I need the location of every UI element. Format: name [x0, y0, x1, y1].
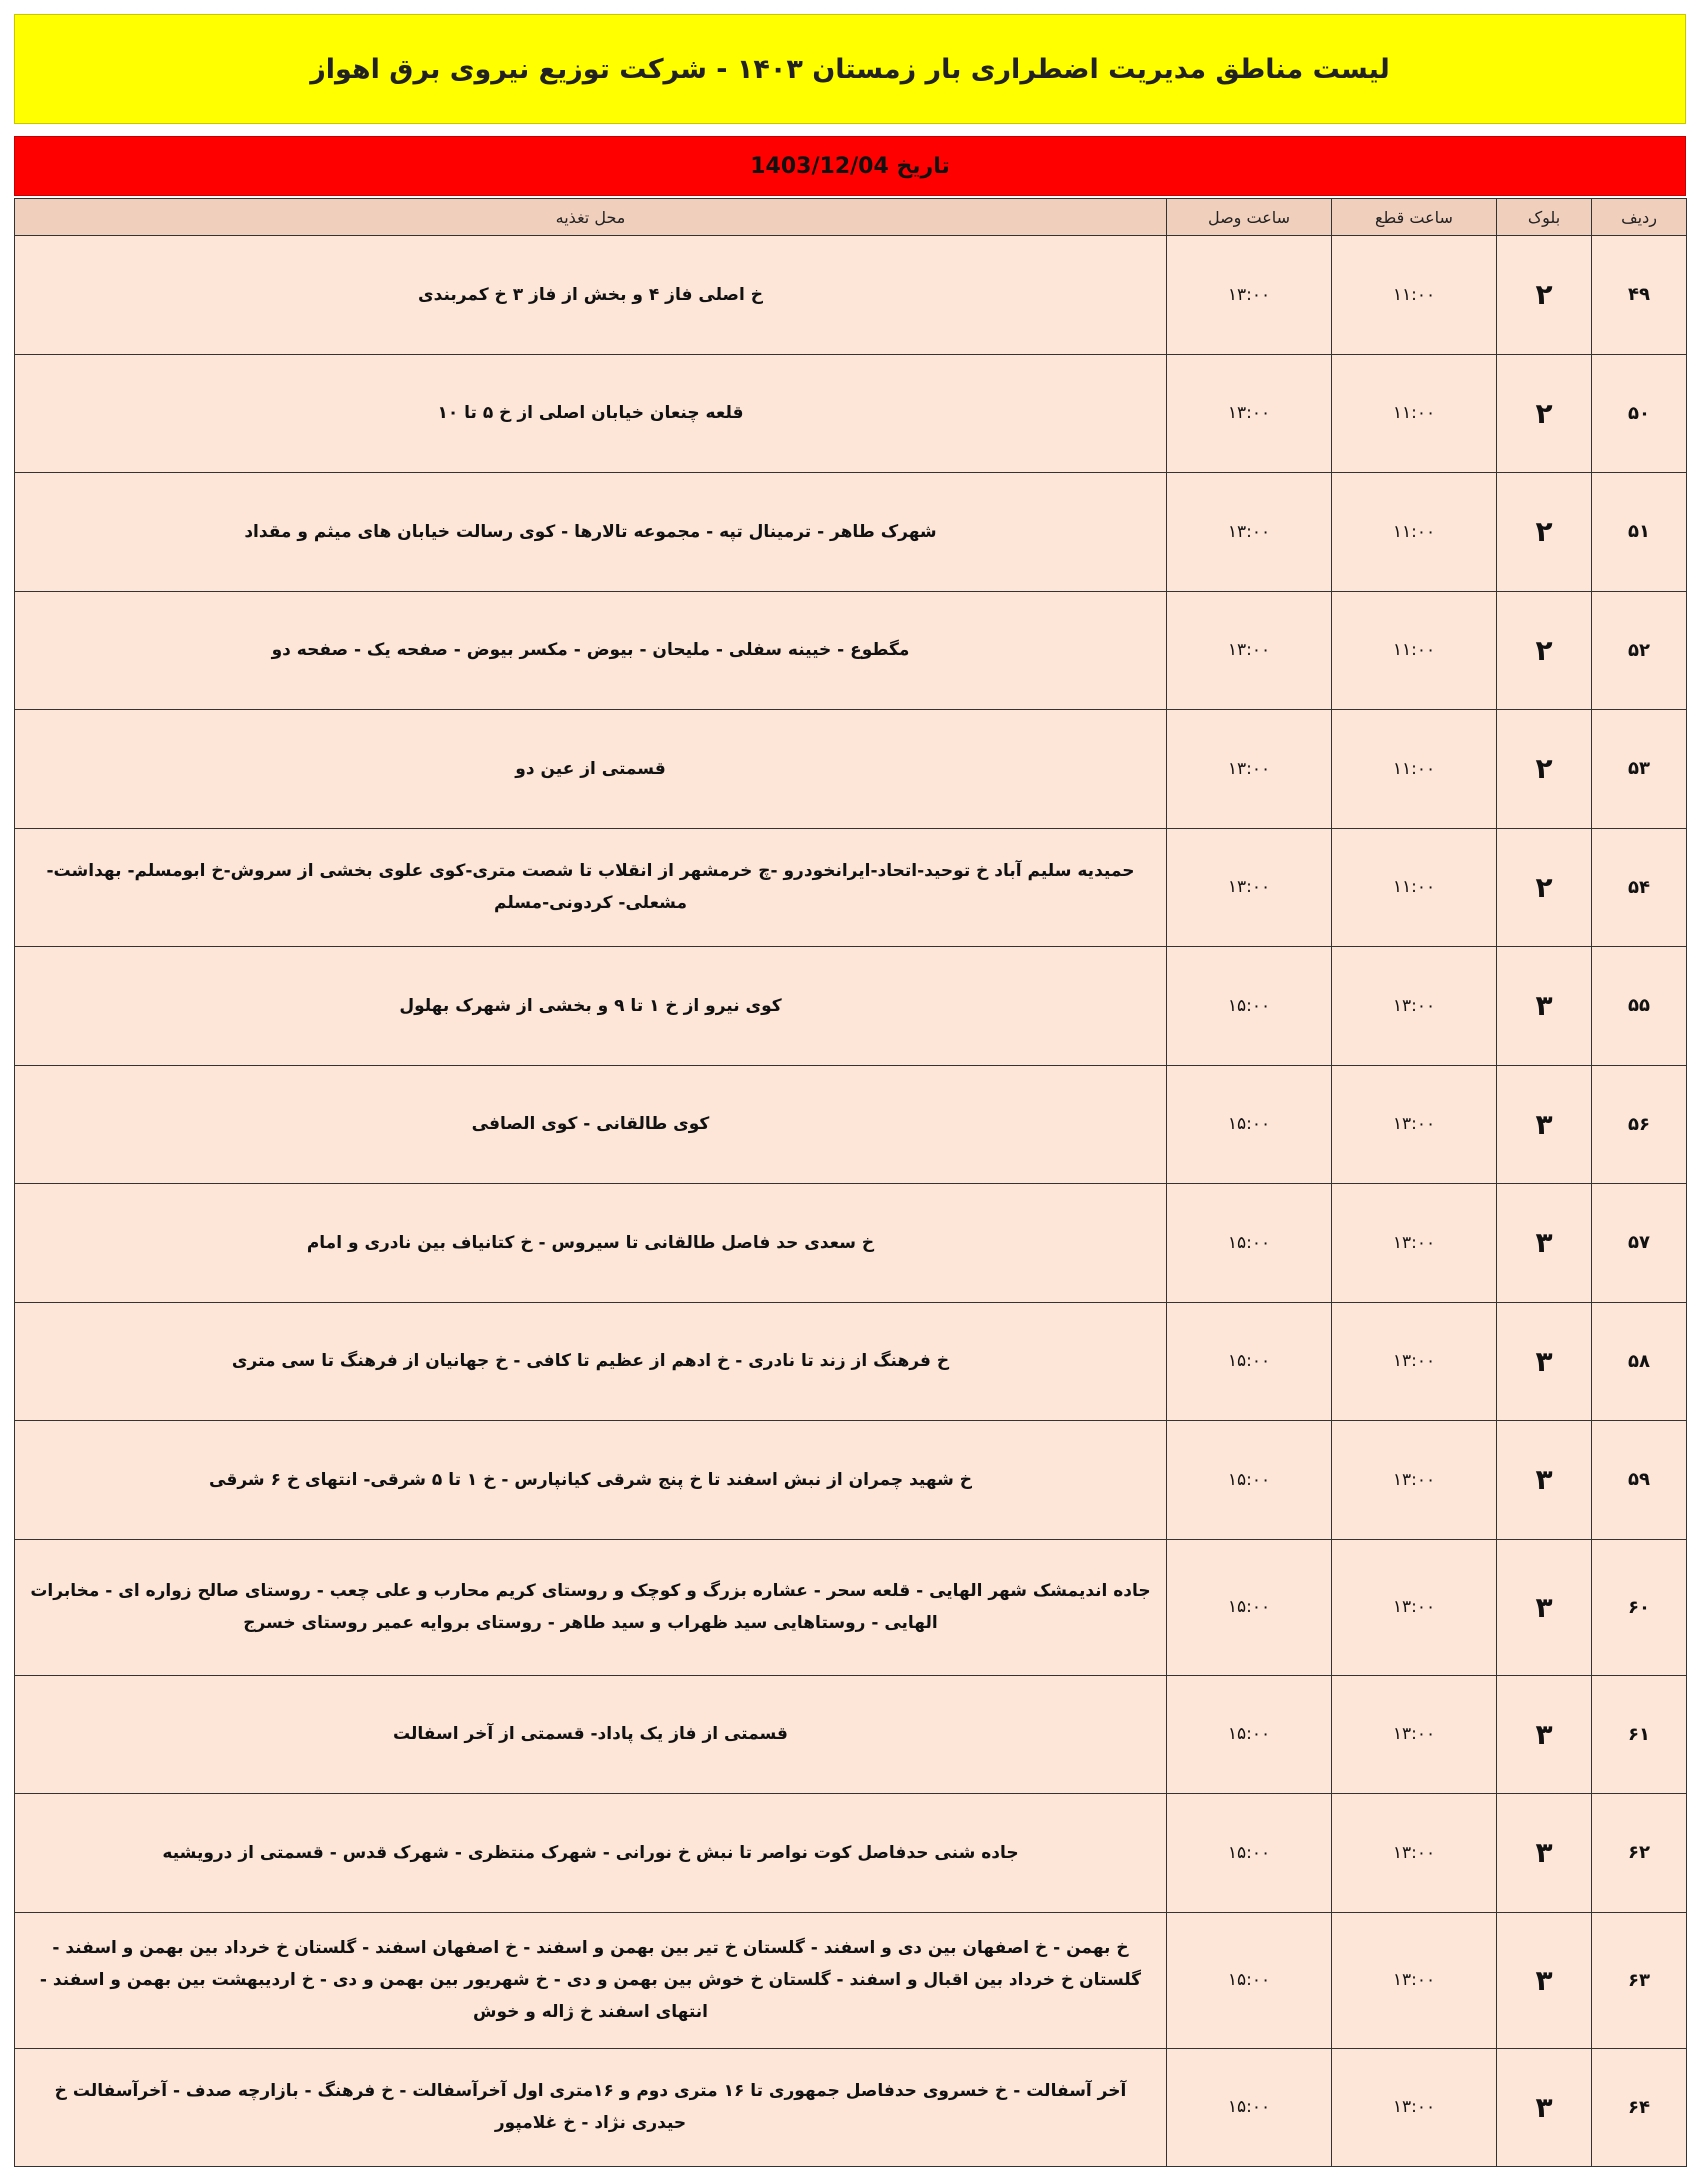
- row-number-cell: ۵۴: [1592, 828, 1687, 947]
- location-cell: حمیدیه سلیم آباد خ توحید-اتحاد-ایرانخودرو -چ خرمشهر از انقلاب تا شصت متری-کوی علوی بخشی از سروش-خ ابومسلم- بهداشت- مشعلی- کردونی-مسلم: [15, 828, 1167, 947]
- header-block: بلوک: [1497, 199, 1592, 236]
- row-number-cell: ۵۶: [1592, 1065, 1687, 1184]
- connect-time-cell: ۱۳:۰۰: [1167, 591, 1332, 710]
- row-number-cell: ۶۲: [1592, 1794, 1687, 1913]
- location-cell: کوی نیرو از خ ۱ تا ۹ و بخشی از شهرک بهلول: [15, 947, 1167, 1066]
- block-cell: ۳: [1497, 1421, 1592, 1540]
- date-band: [14, 136, 1686, 196]
- location-cell: خ شهید چمران از نبش اسفند تا خ پنج شرقی کیانپارس - خ ۱ تا ۵ شرقی- انتهای خ ۶ شرقی: [15, 1421, 1167, 1540]
- block-cell: ۲: [1497, 354, 1592, 473]
- block-cell: ۳: [1497, 947, 1592, 1066]
- connect-time-cell: ۱۵:۰۰: [1167, 1184, 1332, 1303]
- table-row: [15, 473, 1687, 592]
- row-number-cell: ۶۴: [1592, 2048, 1687, 2167]
- cut-time-cell: ۱۳:۰۰: [1332, 947, 1497, 1066]
- connect-time-cell: ۱۵:۰۰: [1167, 1421, 1332, 1540]
- block-cell: ۲: [1497, 710, 1592, 829]
- report-date: تاریخ 1403/12/04: [750, 153, 950, 179]
- block-cell: ۳: [1497, 1184, 1592, 1303]
- block-cell: ۳: [1497, 1794, 1592, 1913]
- cut-time-cell: ۱۳:۰۰: [1332, 1421, 1497, 1540]
- location-cell: قسمتی از فاز یک پاداد- قسمتی از آخر اسفالت: [15, 1675, 1167, 1794]
- connect-time-cell: ۱۵:۰۰: [1167, 1065, 1332, 1184]
- location-cell: جاده اندیمشک شهر الهایی - قلعه سحر - عشاره بزرگ و کوچک و روستای کریم محارب و علی چعب - روستای صالح زواره ای - مخابرات الهایی - روستاهایی سید ظهراب و سید طاهر - روستای بروایه عمیر روستای خسرج: [15, 1539, 1167, 1675]
- location-cell: جاده شنی حدفاصل کوت نواصر تا نبش خ نورانی - شهرک منتظری - شهرک قدس - قسمتی از درویشیه: [15, 1794, 1167, 1913]
- table-row: [15, 1539, 1687, 1675]
- header-row-number: ردیف: [1592, 199, 1687, 236]
- block-cell: ۳: [1497, 1065, 1592, 1184]
- connect-time-cell: ۱۳:۰۰: [1167, 710, 1332, 829]
- connect-time-cell: ۱۳:۰۰: [1167, 354, 1332, 473]
- table-body: [15, 236, 1687, 2167]
- header-cut-time: ساعت قطع: [1332, 199, 1497, 236]
- table-row: [15, 1184, 1687, 1303]
- cut-time-cell: ۱۱:۰۰: [1332, 236, 1497, 355]
- cut-time-cell: ۱۱:۰۰: [1332, 828, 1497, 947]
- location-cell: کوی طالقانی - کوی الصافی: [15, 1065, 1167, 1184]
- row-number-cell: ۵۱: [1592, 473, 1687, 592]
- cut-time-cell: ۱۳:۰۰: [1332, 1065, 1497, 1184]
- table-row: [15, 828, 1687, 947]
- table-row: [15, 1065, 1687, 1184]
- row-number-cell: ۶۳: [1592, 1912, 1687, 2048]
- block-cell: ۲: [1497, 591, 1592, 710]
- cut-time-cell: ۱۳:۰۰: [1332, 1675, 1497, 1794]
- row-number-cell: ۵۷: [1592, 1184, 1687, 1303]
- connect-time-cell: ۱۵:۰۰: [1167, 1675, 1332, 1794]
- row-number-cell: ۵۰: [1592, 354, 1687, 473]
- location-cell: مگطوع - خیینه سفلی - ملیحان - بیوض - مکسر بیوض - صفحه یک - صفحه دو: [15, 591, 1167, 710]
- header-location: محل تغذیه: [15, 199, 1167, 236]
- cut-time-cell: ۱۱:۰۰: [1332, 591, 1497, 710]
- table-row: [15, 354, 1687, 473]
- table-header-row: [15, 199, 1687, 236]
- block-cell: ۳: [1497, 1912, 1592, 2048]
- table-row: [15, 236, 1687, 355]
- cut-time-cell: ۱۱:۰۰: [1332, 473, 1497, 592]
- row-number-cell: ۵۸: [1592, 1302, 1687, 1421]
- row-number-cell: ۵۵: [1592, 947, 1687, 1066]
- location-cell: خ فرهنگ از زند تا نادری - خ ادهم از عظیم تا کافی - خ جهانیان از فرهنگ تا سی متری: [15, 1302, 1167, 1421]
- table-row: [15, 1912, 1687, 2048]
- connect-time-cell: ۱۵:۰۰: [1167, 2048, 1332, 2167]
- cut-time-cell: ۱۳:۰۰: [1332, 2048, 1497, 2167]
- cut-time-cell: ۱۱:۰۰: [1332, 710, 1497, 829]
- location-cell: شهرک طاهر - ترمینال تپه - مجموعه تالارها - کوی رسالت خیابان های میثم و مقداد: [15, 473, 1167, 592]
- header-connect-time: ساعت وصل: [1167, 199, 1332, 236]
- row-number-cell: ۵۲: [1592, 591, 1687, 710]
- page-title: لیست مناطق مدیریت اضطراری بار زمستان ۱۴۰۳ - شرکت توزیع نیروی برق اهواز: [310, 53, 1390, 85]
- cut-time-cell: ۱۳:۰۰: [1332, 1302, 1497, 1421]
- connect-time-cell: ۱۳:۰۰: [1167, 828, 1332, 947]
- connect-time-cell: ۱۵:۰۰: [1167, 1794, 1332, 1913]
- table-row: [15, 1675, 1687, 1794]
- row-number-cell: ۵۳: [1592, 710, 1687, 829]
- cut-time-cell: ۱۳:۰۰: [1332, 1912, 1497, 2048]
- connect-time-cell: ۱۵:۰۰: [1167, 1539, 1332, 1675]
- block-cell: ۳: [1497, 1675, 1592, 1794]
- table-row: [15, 1421, 1687, 1540]
- block-cell: ۳: [1497, 1302, 1592, 1421]
- location-cell: قلعه چنعان خیابان اصلی از خ ۵ تا ۱۰: [15, 354, 1167, 473]
- block-cell: ۲: [1497, 828, 1592, 947]
- report-sheet: [14, 14, 1686, 2167]
- table-row: [15, 710, 1687, 829]
- cut-time-cell: ۱۳:۰۰: [1332, 1794, 1497, 1913]
- table-row: [15, 1794, 1687, 1913]
- block-cell: ۳: [1497, 1539, 1592, 1675]
- location-cell: قسمتی از عین دو: [15, 710, 1167, 829]
- cut-time-cell: ۱۳:۰۰: [1332, 1539, 1497, 1675]
- cut-time-cell: ۱۱:۰۰: [1332, 354, 1497, 473]
- connect-time-cell: ۱۵:۰۰: [1167, 1912, 1332, 2048]
- location-cell: خ اصلی فاز ۴ و بخش از فاز ۳ خ کمربندی: [15, 236, 1167, 355]
- location-cell: خ بهمن - خ اصفهان بین دی و اسفند - گلستان خ تیر بین بهمن و اسفند - خ اصفهان اسفند - گلستان خ خرداد بین بهمن و اسفند - گلستان خ خرداد بین اقبال و اسفند - گلستان خ خوش بین بهمن و دی - خ شهریور بین بهمن و دی - خ اردیبهشت بین بهمن و اسفند - انتهای اسفند خ ژاله و خوش: [15, 1912, 1167, 2048]
- location-cell: خ سعدی حد فاصل طالقانی تا سیروس - خ کتانیاف بین نادری و امام: [15, 1184, 1167, 1303]
- connect-time-cell: ۱۳:۰۰: [1167, 473, 1332, 592]
- row-number-cell: ۶۱: [1592, 1675, 1687, 1794]
- connect-time-cell: ۱۵:۰۰: [1167, 1302, 1332, 1421]
- block-cell: ۳: [1497, 2048, 1592, 2167]
- table-row: [15, 1302, 1687, 1421]
- row-number-cell: ۶۰: [1592, 1539, 1687, 1675]
- location-cell: آخر آسفالت - خ خسروی حدفاصل جمهوری تا ۱۶ متری دوم و ۱۶متری اول آخرآسفالت - خ فرهنگ - بازارچه صدف - آخرآسفالت خ حیدری نژاد - خ غلامپور: [15, 2048, 1167, 2167]
- cut-time-cell: ۱۳:۰۰: [1332, 1184, 1497, 1303]
- outage-table: [14, 198, 1687, 2167]
- connect-time-cell: ۱۵:۰۰: [1167, 947, 1332, 1066]
- title-band: [14, 14, 1686, 124]
- table-row: [15, 947, 1687, 1066]
- connect-time-cell: ۱۳:۰۰: [1167, 236, 1332, 355]
- row-number-cell: ۴۹: [1592, 236, 1687, 355]
- table-row: [15, 2048, 1687, 2167]
- block-cell: ۲: [1497, 473, 1592, 592]
- block-cell: ۲: [1497, 236, 1592, 355]
- table-row: [15, 591, 1687, 710]
- row-number-cell: ۵۹: [1592, 1421, 1687, 1540]
